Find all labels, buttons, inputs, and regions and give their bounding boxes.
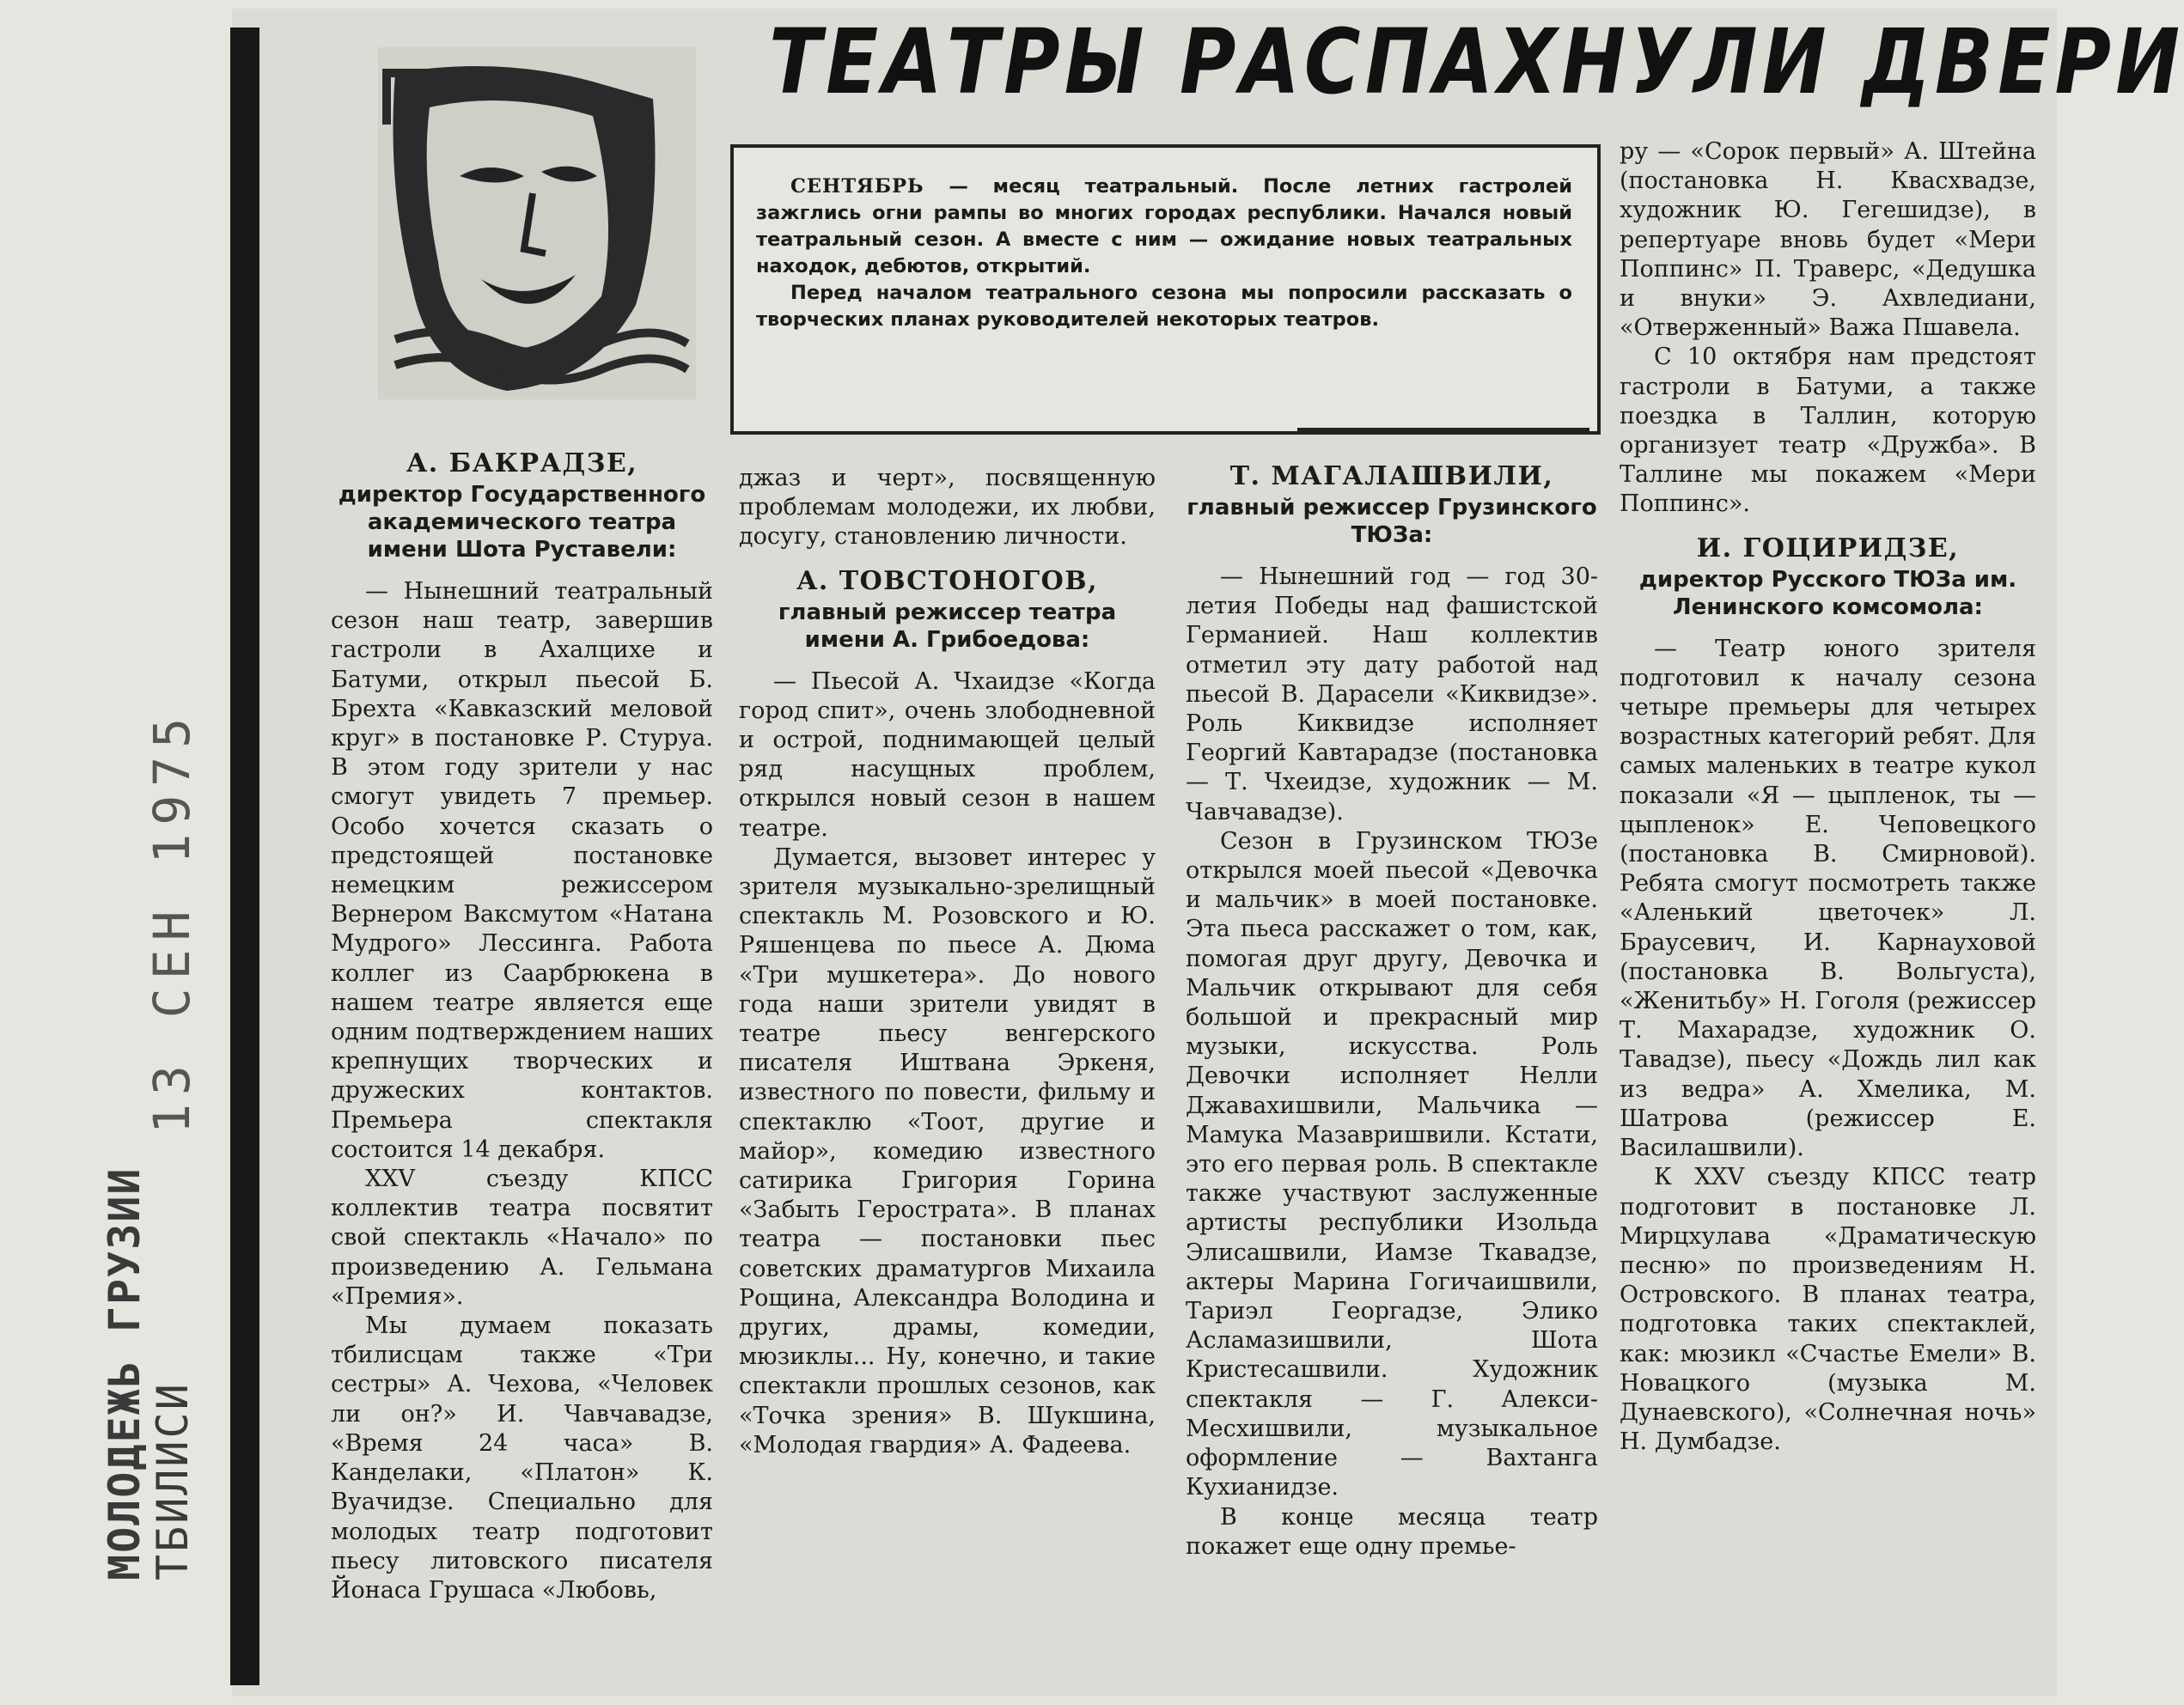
theatre-mask-icon [378,47,696,399]
paragraph: XXV съезду КПСС коллектив театра посвятит свой спектакль «Начало» по произведению А. Гельмана «Премия». [331,1166,713,1310]
paragraph: В конце месяца театр покажет еще одну премье- [1186,1503,1598,1560]
paragraph: — Нынешний театральный сезон наш театр, завершив гастроли в Ахалцихе и Батуми, открыл пьесой Б. Брехта «Кавказский меловой круг» в постановке Р. Стуруа. В этом году зрители у нас смогут увидеть 7 премьер. Особо хочется сказать о предстоящей постановке немецким режиссером Вернером Ваксмутом «Натана Мудрого» Лессинга. Работа коллег из Саарбрюкена в нашем театре является еще одним подтверждением наших крепнущих творческих и дружеских контактов. Премьера спектакля состоится 14 декабря. [331,578,713,1163]
stamp-date: 13 СЕН 1975 [143,709,201,1134]
author-name: А. ТОВСТОНОГОВ, [796,565,1099,596]
black-margin-bar [230,27,259,1685]
paragraph: — Пьесой А. Чхаидзе «Когда город спит», очень злободневной и острой, поднимающей целый ряд насущных проблем, открылся новый сезон в нашем театре. [739,667,1156,842]
publication-stamp [95,120,201,1580]
column-magalashvili [1186,460,1598,1696]
column-tovstonogov [739,464,1156,1701]
author-name: И. ГОЦИРИДЗЕ, [1696,533,1960,563]
paragraph: — Театр юного зрителя подготовил к началу сезона четыре премьеры для четырех возрастных категорий ребят. Для самых маленьких в театре кукол показали «Я — цыпленок, ты — цыпленок» Е. Чеповецкого (постановка В. Смирновой). Ребята смогут посмотреть также «Аленький цветочек» Л. Браусевич, И. Карнауховой (постановка В. Вольгуста), «Женитьбу» Н. Гоголя (режиссер Т. Махарадзе, художник О. Тавадзе), пьесу «Дождь лил как из ведра» А. Хмелика, М. Шатрова (режиссер Е. Василашвили). [1620,635,2036,1162]
column-rule [1297,428,1589,431]
intro-paragraph-1: — месяц театральный. После летних гастролей зажглись огни рампы во многих городах республики. Начался новый театральный сезон. А вместе с ним — ожидание новых театральных находок, дебютов, открытий. [756,175,1572,277]
column-bakradze [331,447,713,1684]
intro-text [756,174,1572,333]
column-gotsiridze [1620,137,2036,1456]
author-role: директор Государственного академического театра имени Шота Руставели: [338,482,706,563]
paragraph: Сезон в Грузинском ТЮЗе открылся моей пьесой «Девочка и мальчик» в моей постановке. Эта пьеса расскажет о том, как, помогая друг другу, Девочка и Мальчик открывают для себя большой и прекрасный мир музыки, искусства. Роль Девочки исполняет Нелли Джавахишвили, Мальчика — Мамука Мазавришвили. Кстати, это его первая роль. В спектакле также участвуют заслуженные артисты республики Изольда Элисашвили, Иамзе Ткавадзе, актеры Марина Гогичаишвили, Тариэл Георгадзе, Элико Асламазишвили, Шота Кристесашвили. Художник спектакля — Г. Алекси-Месхишвили, музыкальное оформление — Вахтанга Кухианидзе. [1186,827,1598,1501]
author-name: Т. МАГАЛАШВИЛИ, [1229,461,1554,491]
paragraph-continued: ру — «Сорок первый» А. Штейна (постановка Н. Квасхвадзе, художник Ю. Гегешидзе), в репертуаре вновь будет «Мери Поппинс» П. Траверс, «Дедушка и внуки» Э. Ахвледиани, «Отверженный» Важа Пшавела. [1620,138,2036,342]
paragraph: С 10 октября нам предстоят гастроли в Батуми, а также поездка в Таллин, которую организует театр «Дружба». В Таллине мы покажем «Мери Поппинс». [1620,344,2036,518]
stamp-city: ТБИЛИСИ [148,1381,198,1580]
intro-box [730,144,1601,435]
paragraph: Думается, вызовет интерес у зрителя музыкально-зрелищный спектакль М. Розовского и Ю. Ряшенцева по пьесе А. Дюма «Три мушкетера». До нового года наши зрители увидят в театре пьесу венгерского писателя Иштвана Эркеня, известного по повести, фильму и спектаклю «Тоот, другие и майор», комедию известного сатирика Григория Горина «Забыть Герострата». В планах театра — постановки пьес советских драматургов Михаила Рощина, Александра Володина и других, драмы, комедии, мюзиклы... Ну, конечно, и такие спектакли прошлых сезонов, как «Точка зрения» В. Шукшина, «Молодая гвардия» А. Фадеева. [739,843,1156,1458]
paragraph: Мы думаем показать тбилисцам также «Три сестры» А. Чехова, «Человек ли он?» И. Чавчавадзе, «Время 24 часа» В. Канделаки, «Платон» К. Вуачидзе. Специально для молодых театр подготовит пьесу литовского писателя Йонаса Грушаса «Любовь, [331,1312,713,1604]
author-role: директор Русского ТЮЗа им. Ленинского комсомола: [1638,566,2017,620]
author-role: главный режиссер театра имени А. Грибоедова: [778,599,1117,653]
paragraph: К XXV съезду КПСС театр подготовит в постановке Л. Мирцхулава «Драматическую песню» по произведениям Н. Островского. В планах театра, подготовка таких спектаклей, как: мюзикл «Счастье Емели» В. Новацкого (музыка М. Дунаевского), «Солнечная ночь» Н. Думбадзе. [1620,1164,2036,1456]
paragraph-continued: джаз и черт», посвященную проблемам молодежи, их любви, досугу, становлению личности. [739,465,1156,551]
headline: ТЕАТРЫ РАСПАХНУЛИ ДВЕРИ [769,9,2184,114]
paragraph: — Нынешний год — год 30-летия Победы над фашистской Германией. Наш коллектив отметил эту дату работой над пьесой В. Дарасели «Киквидзе». Роль Киквидзе исполняет Георгий Кавтарадзе (постановка — Т. Чхеидзе, художник — М. Чавчавадзе). [1186,563,1598,825]
stamp-publication: МОЛОДЕЖЬ ГРУЗИИ [100,1166,149,1580]
intro-lead: СЕНТЯБРЬ [790,175,924,198]
intro-paragraph-2: Перед началом театрального сезона мы попросили рассказать о творческих планах руководителей некоторых театров. [756,282,1572,331]
author-role: главный режиссер Грузинского ТЮЗа: [1187,495,1597,548]
author-name: А. БАКРАДЗЕ, [406,448,638,478]
